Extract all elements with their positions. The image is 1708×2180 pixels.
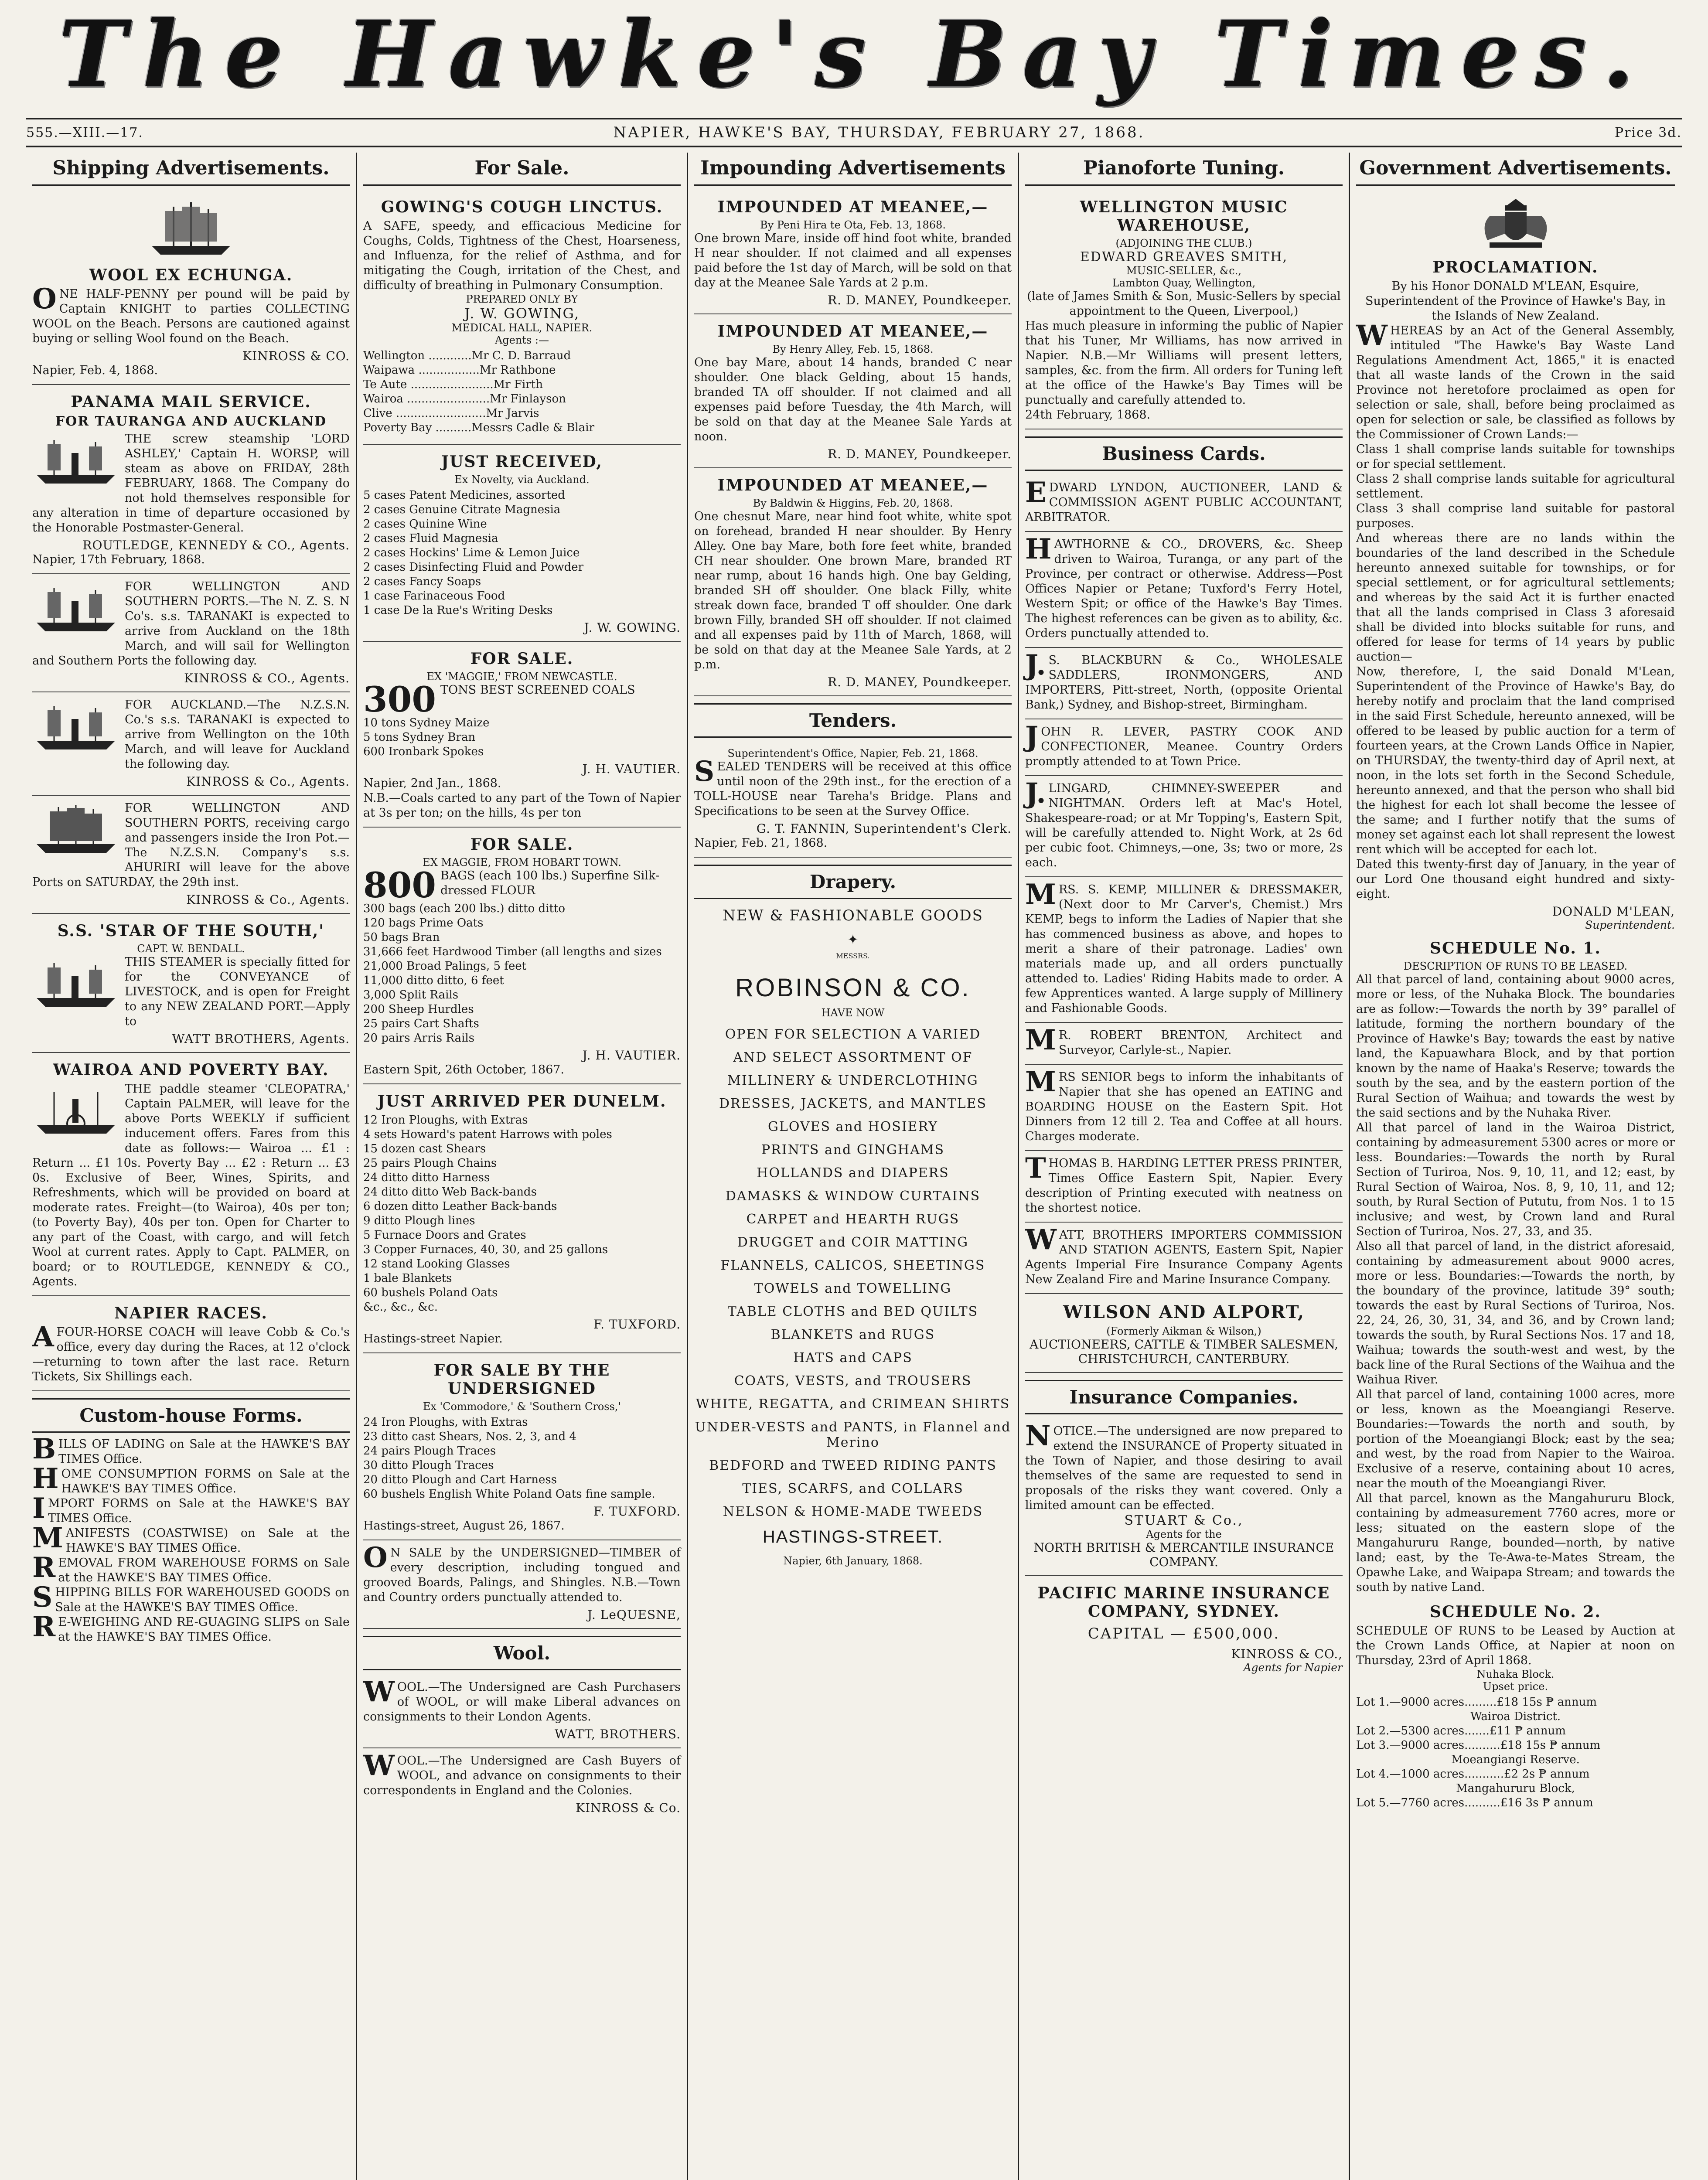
ad-title: FOR SALE BY THE UNDERSIGNED xyxy=(433,1361,610,1398)
list-item: 24 Iron Ploughs, with Extras xyxy=(363,1416,528,1429)
list-item: 1 case De la Rue's Writing Desks xyxy=(363,604,553,617)
list-item: 200 Sheep Hurdles xyxy=(363,1003,474,1016)
list-item: 2 cases Hockins' Lime & Lemon Juice xyxy=(363,546,580,559)
price: Price 3d. xyxy=(1614,125,1682,140)
ad-dunelm xyxy=(363,1084,681,1353)
list-item: 3 Copper Furnaces, 40, 30, and 25 gallons xyxy=(363,1243,608,1256)
drapery-item: GLOVES and HOSIERY xyxy=(767,1119,938,1134)
section-header-insurance: Insurance Companies. xyxy=(1025,1380,1343,1414)
lot-district: Mangahururu Block, xyxy=(1456,1782,1575,1795)
ad-by: By Peni Hira te Ota, Feb. 13, 1868. xyxy=(760,219,946,231)
schedule1-item: All that parcel, known as the Mangahururu Block, containing by admeasurement 7760 acres, more or less; situated on the eastern slope of the Mangahururu Range, bounded—north, by native land; east, by the Te-Awa-te-Mates Stream, the Opawhe Lake, and Waipapa Stream; and towards the south by native Land. xyxy=(1356,1492,1675,1594)
drapery-messrs: MESSRS. xyxy=(836,952,870,960)
card-harding xyxy=(1025,1151,1343,1223)
list-item: 5 Furnace Doors and Grates xyxy=(363,1229,526,1242)
ad-sign: WATT, BROTHERS. xyxy=(555,1727,681,1741)
agents-label: Agents :— xyxy=(494,334,549,346)
schedule2-title: SCHEDULE No. 2. xyxy=(1430,1603,1601,1621)
drapery-assort: AND SELECT ASSORTMENT OF xyxy=(733,1050,973,1065)
list-item: 5 cases Patent Medicines, assorted xyxy=(363,489,565,502)
steamship-icon xyxy=(32,957,119,1013)
column-header: Pianoforte Tuning. xyxy=(1025,153,1343,186)
lot-district: Moeangiangi Reserve. xyxy=(1451,1753,1580,1766)
ad-date: 24th February, 1868. xyxy=(1025,408,1151,422)
ad-agents: Agents for the xyxy=(1146,1528,1222,1540)
list-item: 5 tons Sydney Bran xyxy=(363,731,476,744)
ad-title: IMPOUNDED AT MEANEE,— xyxy=(717,322,989,341)
drapery-item: DRESSES, JACKETS, and MANTLES xyxy=(719,1096,987,1111)
ad-taranaki-auckland xyxy=(32,692,350,796)
ad-body: WOOL.—The Undersigned are Cash Purchasers of WOOL, or will make Liberal advances on consignments to their London Agents. xyxy=(363,1676,681,1724)
agent-line: Waipawa .................Mr Rathbone xyxy=(363,364,556,377)
ad-body: AFOUR-HORSE COACH will leave Cobb & Co.'s office, every day during the Races, at 12 o'clock—returning to town after the last race. Return Tickets, Six Shillings each. xyxy=(32,1321,350,1383)
ad-pacific-marine xyxy=(1025,1576,1343,1680)
lot-line: Lot 5.—7760 acres..........£16 3s ₱ annum xyxy=(1356,1796,1593,1809)
ad-flour xyxy=(363,828,681,1084)
list-item: 3,000 Split Rails xyxy=(363,988,459,1001)
card-body: JOHN R. LEVER, PASTRY COOK AND CONFECTIONER, Meanee. Country Orders promptly attended to at Town Price. xyxy=(1025,720,1343,768)
card-body: J.LINGARD, CHIMNEY-SWEEPER and NIGHTMAN. Orders left at Mac's Hotel, Shakespeare-road; or at Mr Topping's, Eastern Spit, will be carefully attended to. Night Work, at 2s 6d per cubic foot. Chimneys,—one, 3s; two or more, 2s each. xyxy=(1025,777,1343,869)
ad-body: ON SALE by the UNDERSIGNED—TIMBER of every description, including tongued and grooved Boards, Palings, and Shingles. N.B.—Town and Country orders punctually attended to. xyxy=(363,1541,681,1604)
column-header: Impounding Advertisements xyxy=(694,153,1012,186)
card-body: WATT, BROTHERS IMPORTERS COMMISSION AND STATION AGENTS, Eastern Spit, Napier Agents Imperial Fire Insurance Company Agents New Zealand Fire and Marine Insurance Company. xyxy=(1025,1223,1343,1286)
list-item: 9 ditto Plough lines xyxy=(363,1214,475,1227)
card-blackburn xyxy=(1025,648,1343,719)
ad-title: S.S. 'STAR OF THE SOUTH,' xyxy=(57,922,325,940)
column-header: For Sale. xyxy=(363,153,681,186)
drapery-item: TIES, SCARFS, and COLLARS xyxy=(742,1481,964,1496)
column-shipping xyxy=(26,153,357,2180)
customs-form-6: SHIPPING BILLS FOR WAREHOUSED GOODS on Sale at the HAWKE'S BAY TIMES Office. xyxy=(32,1581,350,1614)
drapery-item: CARPET and HEARTH RUGS xyxy=(746,1212,960,1227)
list-item: 25 pairs Cart Shafts xyxy=(363,1017,479,1030)
ad-impound-2 xyxy=(694,314,1012,468)
ad-body: One chesnut Mare, near hind foot white, white spot on forehead, branded H near shoulder. By Henry Alley. One bay Mare, both fore feet white, branded CH near shoulder. One brown Mare, branded RT near rump, about 16 hands high. One bay Gelding, branded SH off shoulder. One black Filly, white streak down face, branded T off shoulder. One dark brown Filly, branded SH off shoulder. If not claimed and all expenses paid by 11th of March, 1868, will be sold on that day at the Meanee Sale Yards, at 2 p.m. xyxy=(694,510,1012,671)
proclamation-paragraph: Now, therefore, I, the said Donald M'Lean, Superintendent of the Province of Hawke's Bay, do hereby notify and proclaim that the land comprised in the said First Schedule, hereunto annexed, will be offered to be leased by public auction for a term of fourteen years, at the Crown Lands Office in Napier, on THURSDAY, the twenty-third day of April next, at noon, in the lots set forth in the Second Schedule, hereunto annexed, and that the person who shall bid the highest for each lot shall become the lessee of the same; and I further notify that the sums of money set against each lot shall represent the lowest rent which will be accepted for each lot. xyxy=(1356,665,1675,856)
ship-icon xyxy=(139,198,243,263)
schedule1-subtitle: DESCRIPTION OF RUNS TO BE LEASED. xyxy=(1403,960,1628,972)
agent-line: Te Aute .......................Mr Firth xyxy=(363,378,543,391)
drapery-item: TABLE CLOTHS and BED QUILTS xyxy=(727,1304,978,1319)
ad-sign: KINROSS & CO. xyxy=(242,349,350,363)
column-impounding xyxy=(688,153,1019,2180)
ad-sign: G. T. FANNIN, Superintendent's Clerk. xyxy=(756,821,1012,836)
drapery-date: Napier, 6th January, 1868. xyxy=(783,1555,923,1567)
ad-dateline: Superintendent's Office, Napier, Feb. 21, 1868. xyxy=(727,747,978,760)
drapery-item: BLANKETS and RUGS xyxy=(770,1327,935,1342)
lot-line: Lot 2.—5300 acres.......£11 ₱ annum xyxy=(1356,1724,1566,1737)
ad-body: THIS STEAMER is specially fitted for for the CONVEYANCE of LIVESTOCK, and is open for Freight to any NEW ZEALAND PORT.—Apply to xyxy=(125,955,350,1028)
maker-name: J. W. GOWING, xyxy=(464,305,580,322)
list-item: 2 cases Fluid Magnesia xyxy=(363,532,498,545)
lot-line: Lot 3.—9000 acres..........£18 15s ₱ annum xyxy=(1356,1739,1601,1752)
list-item: 31,666 feet Hardwood Timber (all lengths and sizes xyxy=(363,945,662,958)
ad-sign: KINROSS & Co., Agents. xyxy=(186,774,350,789)
ad-sign: KINROSS & CO., Agents. xyxy=(184,671,350,685)
list-item: 25 pairs Plough Chains xyxy=(363,1157,497,1170)
newspaper-title: The Hawke's Bay Times. xyxy=(58,0,1650,108)
ad-subtitle: CAPT. W. BENDALL. xyxy=(137,943,245,955)
list-item: 12 Iron Ploughs, with Extras xyxy=(363,1114,528,1127)
drapery-street: HASTINGS-STREET. xyxy=(762,1527,944,1546)
ad-company: NORTH BRITISH & MERCANTILE INSURANCE COMPANY. xyxy=(1033,1540,1334,1569)
list-item: 23 ditto cast Shears, Nos. 2, 3, and 4 xyxy=(363,1430,577,1443)
list-item: &c., &c., &c. xyxy=(363,1301,438,1314)
ad-title: JUST RECEIVED, xyxy=(441,453,603,471)
ad-title: PACIFIC MARINE INSURANCE COMPANY, SYDNEY. xyxy=(1037,1584,1330,1621)
drapery-item: COATS, VESTS, and TROUSERS xyxy=(734,1373,972,1389)
list-item: 300 bags (each 200 lbs.) ditto ditto xyxy=(363,902,566,915)
customs-form-3: IMPORT FORMS on Sale at the HAWKE'S BAY TIMES Office. xyxy=(32,1492,350,1525)
masthead xyxy=(0,0,1708,109)
steamship-icon xyxy=(32,433,119,490)
column-header: Government Advertisements. xyxy=(1356,153,1675,186)
ad-body: ONE HALF-PENNY per pound will be paid by Captain KNIGHT to parties COLLECTING WOOL on the Beach. Persons are cautioned against buying or selling Wool found on the Beach. xyxy=(32,283,350,345)
prepared-by: PREPARED ONLY BY xyxy=(466,293,578,305)
ad-body: FOR AUCKLAND.—The N.Z.S.N. Co.'s s.s. TARANAKI is expected to arrive from Wellington on the 10th March, and will leave for Auckland the following day. xyxy=(125,698,350,771)
ad-body: FOR WELLINGTON AND SOUTHERN PORTS.—The N. Z. S. N Co's. s.s. TARANAKI is expected to arrive from Auckland on the 18th March, and will sail for Wellington and Southern Ports the following day. xyxy=(32,580,350,668)
ad-sign: J. W. GOWING. xyxy=(584,620,681,635)
piano-late: (late of James Smith & Son, Music-Sellers by special appointment to the Queen, Liverpool,) xyxy=(1027,290,1341,318)
agent-line: Poverty Bay ..........Messrs Cadle & Blair xyxy=(363,421,595,434)
issue-number: 555.—XIII.—17. xyxy=(26,125,143,140)
lot-line: Lot 4.—1000 acres...........£2 2s ₱ annum xyxy=(1356,1768,1590,1781)
ad-subtitle: Ex 'Commodore,' & 'Southern Cross,' xyxy=(423,1400,621,1413)
ad-ahuriri xyxy=(32,796,350,914)
ad-sign: R. D. MANEY, Poundkeeper. xyxy=(827,447,1012,461)
list-item: 6 dozen ditto Leather Back-bands xyxy=(363,1200,557,1213)
schedule1-item: All that parcel of land, containing 1000 acres, more or less, known as the Moeangiangi Reserve. Boundaries:—Towards the north and south, by portion of the Moeangiangi Block; east by the sea; and west, by the road from Napier to the Wairoa. Exclusive of a reserve, containing about 10 acres, near the mouth of the Moeangiangi River. xyxy=(1356,1388,1675,1490)
ad-wilson-alport xyxy=(1025,1294,1343,1373)
card-body: MR. ROBERT BRENTON, Architect and Surveyor, Carlyle-st., Napier. xyxy=(1025,1024,1343,1057)
ad-title: NAPIER RACES. xyxy=(114,1304,268,1322)
section-header-tenders: Tenders. xyxy=(694,703,1012,738)
ad-body: FOR WELLINGTON AND SOUTHERN PORTS, receiving cargo and passengers inside the Iron Pot.—The N.Z.S.N. Company's s.s. AHURIRI will leave for the above Ports on SATURDAY, the 29th inst. xyxy=(32,801,350,889)
ad-sign: J. LeQUESNE, xyxy=(587,1608,681,1622)
card-brenton xyxy=(1025,1023,1343,1065)
royal-coat-of-arms-icon xyxy=(1463,190,1568,255)
ad-sign: F. TUXFORD. xyxy=(593,1504,681,1519)
drapery-item: NELSON & HOME-MADE TWEEDS xyxy=(723,1504,983,1519)
ad-body: WOOL.—The Undersigned are Cash Buyers of WOOL, and advance on consignments to their correspondents in England and the Colonies. xyxy=(363,1749,681,1797)
list-item: 60 bushels English White Poland Oats fine sample. xyxy=(363,1488,655,1501)
ad-sign: F. TUXFORD. xyxy=(593,1317,681,1332)
ad-note: N.B.—Coals carted to any part of the Town of Napier at 3s per ton; on the hills, 4s per ton xyxy=(363,791,681,820)
section-header-drapery: Drapery. xyxy=(694,865,1012,899)
coals-headline xyxy=(363,679,681,720)
ad-date: Napier, Feb. 21, 1868. xyxy=(694,836,828,850)
ad-for-sale-undersigned xyxy=(363,1353,681,1540)
column-header: Shipping Advertisements. xyxy=(32,153,350,186)
list-item: 20 ditto Plough and Cart Harness xyxy=(363,1473,557,1486)
drapery-item: DRUGGET and COIR MATTING xyxy=(737,1235,969,1250)
flour-headline xyxy=(363,865,681,906)
steamship-icon xyxy=(32,581,119,638)
steamship-icon xyxy=(32,699,119,756)
ad-sign: R. D. MANEY, Poundkeeper. xyxy=(827,293,1012,307)
pacific-capital: CAPITAL — £500,000. xyxy=(1088,1625,1280,1642)
ad-star-of-the-south xyxy=(32,914,350,1053)
ad-body: A SAFE, speedy, and efficacious Medicine for Coughs, Colds, Tightness of the Chest, Hoarseness, and Influenza, for the relief of Asthma, and for mitigating the Cough, irritation of the Chest, and difficulty of breathing in Pulmonary Consumption. xyxy=(363,219,681,292)
lot-district: Wairoa District. xyxy=(1470,1710,1561,1723)
schedule1-item: All that parcel of land in the Wairoa District, containing by admeasurement 5300 acres or more or less. Boundaries:—Towards the north by Rural Section of Turiroa, Nos. 9, 10, 11, and 12; east, by Rural Section of Wairoa, Nos. 8, 9, 10, 11, and 12; south, by Rural Section of Pututu, from Nos. 1 to 15 inclusive; and west, by Crown land and Rural Section of Turiroa, Nos. 27, 33, and 35. xyxy=(1356,1121,1675,1238)
ad-wellington-music xyxy=(1025,190,1343,429)
list-item: 30 ditto Plough Traces xyxy=(363,1459,494,1472)
ad-tender-tollhouse xyxy=(694,742,1012,858)
flour-description: BAGS (each 100 lbs.) Superfine Silk-dressed FLOUR xyxy=(440,869,660,897)
ad-by: By Baldwin & Higgins, Feb. 20, 1868. xyxy=(753,497,953,509)
ad-title: FOR SALE. xyxy=(470,835,574,854)
ad-insurance-stuart xyxy=(1025,1419,1343,1576)
ad-coals xyxy=(363,642,681,828)
ad-body: THE paddle steamer 'CLEOPATRA,' Captain PALMER, will leave for the above Ports WEEKLY if sufficient inducement offers. Fares from this date as follows:— Wairoa ... £1 : Return ... £1 10s. Poverty Bay ... £2 : Return ... £3 0s. Exclusive of Beer, Wines, Spirits, and Refreshments, which will be provided on board at moderate rates. Freight—(to Wairoa), 40s per ton; (to Poverty Bay), 40s per ton. Open for Charter to any part of the Coast, with cargo, and will fetch Wool at current rates. Apply to Capt. PALMER, on board; or to ROUTLEDGE, KENNEDY & CO., Agents. xyxy=(32,1082,350,1288)
ad-subtitle: (Formerly Aikman & Wilson,) xyxy=(1106,1325,1261,1337)
list-item: 24 ditto ditto Harness xyxy=(363,1171,490,1184)
ad-title: WILSON AND ALPORT, xyxy=(1063,1302,1305,1322)
drapery-have-now: HAVE NOW xyxy=(821,1007,885,1019)
schedule1-item: All that parcel of land, containing about 9000 acres, more or less, of the Nuhaka Block. The boundaries are as follow:—Towards the north by 39° parallel of latitude, forming the northern boundary of the Province of Hawke's Bay; towards the east by native land, the Kapuawhara Block, and by that portion known by the name of Haaka's Reserve; towards the south by the sea, and by the eastern portion of the Rural Section of Waihua; and towards the west by the said sections and by the Nuhaka River. xyxy=(1356,973,1675,1120)
drapery-item: HOLLANDS and DIAPERS xyxy=(757,1165,949,1181)
ad-subtitle: (ADJOINING THE CLUB.) xyxy=(1115,237,1252,249)
ad-title: GOWING'S COUGH LINCTUS. xyxy=(381,198,663,216)
drapery-item: FLANNELS, CALICOS, SHEETINGS xyxy=(720,1258,985,1273)
drapery-item: TOWELS and TOWELLING xyxy=(754,1281,952,1296)
ad-sign: KINROSS & Co. xyxy=(576,1801,681,1815)
drapery-item: BEDFORD and TWEED RIDING PANTS xyxy=(709,1458,997,1473)
ad-robinson-drapery xyxy=(694,907,1012,1567)
drapery-item: DAMASKS & WINDOW CURTAINS xyxy=(725,1189,981,1204)
columns xyxy=(26,153,1682,2180)
paddle-steamer-icon xyxy=(32,1083,119,1140)
coals-description: TONS BEST SCREENED COALS xyxy=(440,683,635,697)
proclamation-paragraph: Dated this twenty-first day of January, in the year of our Lord One thousand eight hundred and sixty-eight. xyxy=(1356,858,1675,901)
ad-date: Napier, Feb. 4, 1868. xyxy=(32,364,158,377)
sailing-ship-icon xyxy=(32,803,119,859)
ad-cleopatra xyxy=(32,1053,350,1296)
list-item: 1 case Farinaceous Food xyxy=(363,589,505,603)
ad-sign: J. H. VAUTIER. xyxy=(582,762,681,776)
list-item: 600 Ironbark Spokes xyxy=(363,745,484,758)
proclamation-paragraph: Class 1 shall comprise lands suitable for townships or for special settlement. xyxy=(1356,443,1675,471)
customs-form-5: REMOVAL FROM WAREHOUSE FORMS on Sale at the HAWKE'S BAY TIMES Office. xyxy=(32,1551,350,1584)
ad-title: WOOL EX ECHUNGA. xyxy=(89,266,293,284)
ad-sign: R. D. MANEY, Poundkeeper. xyxy=(827,675,1012,689)
proclamation-title: PROCLAMATION. xyxy=(1432,258,1599,276)
list-item: 11,000 ditto ditto, 6 feet xyxy=(363,974,504,987)
proclamation-paragraph: Class 2 shall comprise lands suitable for agricultural settlement. xyxy=(1356,472,1675,501)
list-item: 120 bags Prime Oats xyxy=(363,916,484,930)
ad-body: One brown Mare, inside off hind foot white, branded H near shoulder. If not claimed and all expenses paid before the 1st day of March, will be sold on that day at the Meanee Sale Yards at 2 p.m. xyxy=(694,232,1012,290)
coals-quantity: 300 xyxy=(363,679,436,720)
drapery-open: OPEN FOR SELECTION A VARIED xyxy=(725,1027,981,1042)
ad-wool-watt xyxy=(363,1675,681,1748)
proclamation-paragraph: Class 3 shall comprise land suitable for pastoral purposes. xyxy=(1356,502,1675,530)
ad-sign: WATT BROTHERS, Agents. xyxy=(172,1032,350,1046)
card-body: THOMAS B. HARDING LETTER PRESS PRINTER, Times Office Eastern Spit, Napier. Every description of Printing executed with neatness on the shortest notice. xyxy=(1025,1152,1343,1215)
card-body: MRS SENIOR begs to inform the inhabitants of Napier that she has opened an EATING and BOARDING HOUSE on the Eastern Spit. Hot Dinners from 12 till 2. Tea and Coffee at all hours. Charges moderate. xyxy=(1025,1066,1343,1143)
customs-form-1: BILLS OF LADING on Sale at the HAWKE'S BAY TIMES Office. xyxy=(32,1433,350,1466)
ornament-icon: ✦ xyxy=(847,932,859,947)
flour-quantity: 800 xyxy=(363,865,436,906)
ad-sign: STUART & Co., xyxy=(1124,1513,1244,1528)
card-lever xyxy=(1025,719,1343,776)
card-watt xyxy=(1025,1223,1343,1294)
wilson-place: CHRISTCHURCH, CANTERBURY. xyxy=(1078,1352,1290,1366)
ad-body: SEALED TENDERS will be received at this office until noon of the 29th inst., for the erection of a TOLL-HOUSE near Tareha's Bridge. Plans and Specifications to be seen at the Survey Office. xyxy=(694,755,1012,818)
proclamation-paragraph: And whereas there are no lands within the boundaries of the land described in the Schedule hereunto annexed suitable for townships, or for special settlement, or for agricultural settlements; and whereas by the said Act it is further enacted that all the lands comprised in Class 3 aforesaid shall be divided into blocks suitable for runs, and offered for lease for terms of 14 years by public auction— xyxy=(1356,531,1675,664)
column-for-sale xyxy=(357,153,688,2180)
list-item: 21,000 Broad Palings, 5 feet xyxy=(363,960,527,973)
ad-title: FOR SALE. xyxy=(470,650,574,668)
ad-signsub: Agents for Napier xyxy=(1243,1661,1343,1674)
card-kemp xyxy=(1025,877,1343,1023)
drapery-headline: NEW & FASHIONABLE GOODS xyxy=(723,907,983,924)
list-item: 4 sets Howard's patent Harrows with poles xyxy=(363,1128,612,1141)
piano-trade: MUSIC-SELLER, &c., xyxy=(1126,265,1241,277)
proclamation-signsub: Superintendent. xyxy=(1585,919,1675,931)
ad-title: PANAMA MAIL SERVICE. xyxy=(71,393,311,411)
card-body: J.S. BLACKBURN & Co., WHOLESALE SADDLERS, IRONMONGERS, AND IMPORTERS, Pitt-street, North, (opposite Oriental Bank,) Sydney, and Bishop-street, Birmingham. xyxy=(1025,649,1343,712)
piano-name: EDWARD GREAVES SMITH, xyxy=(1080,249,1288,265)
agent-line: Wairoa .......................Mr Finlayson xyxy=(363,392,566,405)
drapery-brand: ROBINSON & CO. xyxy=(735,974,971,1002)
ad-subtitle: EX MAGGIE, FROM HOBART TOWN. xyxy=(423,856,621,869)
customs-form-7: RE-WEIGHING AND RE-GUAGING SLIPS on Sale at the HAWKE'S BAY TIMES Office. xyxy=(32,1611,350,1644)
piano-address: Lambton Quay, Wellington, xyxy=(1112,277,1256,289)
proclamation-paragraph: WHEREAS by an Act of the General Assembly, intituled "The Hawke's Bay Waste Land Regulations Amendment Act, 1865," it is enacted that all waste lands of the Crown in the said Province not heretofore proclaimed as open for selection or sale, shall, before being proclaimed as open for selection or sale, be classified as follows by the Commissioner of Crown Lands:— xyxy=(1356,319,1675,441)
ad-date: Napier, 2nd Jan., 1868. xyxy=(363,777,501,790)
section-header-customs: Custom-house Forms. xyxy=(32,1398,350,1433)
drapery-item: UNDER-VESTS and PANTS, in Flannel and Merino xyxy=(695,1420,1011,1450)
ad-body: NOTICE.—The undersigned are now prepared to extend the INSURANCE of Property situated in the Town of Napier, and those desiring to avail themselves of the same are requested to send in proposals of the risks they want covered. Only a limited amount can be effected. xyxy=(1025,1420,1343,1512)
ad-impound-3 xyxy=(694,468,1012,696)
list-item: 24 ditto ditto Web Back-bands xyxy=(363,1185,537,1199)
schedule2-block: Nuhaka Block. xyxy=(1476,1668,1555,1680)
list-item: 24 pairs Plough Traces xyxy=(363,1444,496,1458)
ad-panama-mail xyxy=(32,385,350,574)
column-government xyxy=(1350,153,1681,2180)
proclamation-sign: DONALD M'LEAN, xyxy=(1552,904,1675,919)
ad-title: IMPOUNDED AT MEANEE,— xyxy=(717,198,989,216)
maker-address: MEDICAL HALL, NAPIER. xyxy=(451,322,593,334)
ad-subtitle: EX 'MAGGIE,' FROM NEWCASTLE. xyxy=(426,671,617,683)
ad-date: Hastings-street Napier. xyxy=(363,1332,503,1345)
schedule1-item: Also all that parcel of land, in the district aforesaid, containing by admeasurement about 9000 acres, more or less. Boundaries:—Towards the north, by the boundary of the province, latitude 39° south; towards the east by Rural Sections of Turiroa, Nos. 22, 24, 26, 30, 31, 34, and 36, and by Crown land; towards the south, by Rural Sections Nos. 17 and 18, Waihua; towards the south-west and west, by the back line of the Rural Sections of the Waihua and the Waihua River. xyxy=(1356,1240,1675,1386)
card-lyndon xyxy=(1025,475,1343,532)
dateline xyxy=(26,118,1682,147)
list-item: 50 bags Bran xyxy=(363,931,440,944)
ad-body: Has much pleasure in informing the public of Napier that his Tuner, Mr Williams, has now arrived in Napier. N.B.—Mr Williams will present letters, samples, &c. from the firm. All orders for Tuning left at the office of the Hawke's Bay Times will be punctually and carefully attended to. xyxy=(1025,319,1343,407)
ad-subtitle: FOR TAURANGA AND AUCKLAND xyxy=(55,414,327,429)
ad-date: Napier, 17th February, 1868. xyxy=(32,553,205,566)
ad-body: THE screw steamship 'LORD ASHLEY,' Captain H. WORSP, will steam as above on FRIDAY, 28th FEBRUARY, 1868. The Company do not hold themselves responsible for any alteration in time of departure occasioned by the Honorable Postmaster-General. xyxy=(32,432,350,535)
ad-napier-races xyxy=(32,1296,350,1391)
agent-line: Clive .........................Mr Jarvis xyxy=(363,407,539,420)
ad-gowing-linctus xyxy=(363,190,681,445)
ad-wool-ex-echunga xyxy=(32,190,350,385)
wilson-trade: AUCTIONEERS, CATTLE & TIMBER SALESMEN, xyxy=(1030,1337,1338,1352)
column-piano-business xyxy=(1019,153,1350,2180)
card-body: HAWTHORNE & CO., DROVERS, &c. Sheep driven to Wairoa, Turanga, or any part of the Province, per contract or otherwise. Address—Post Offices Napier or Petane; Tuxford's Ferry Hotel, Western Spit; or office of the Hawke's Bay Times. The highest references can be given as to ability, &c. Orders punctually attended to. xyxy=(1025,533,1343,640)
ad-sign: KINROSS & Co., Agents. xyxy=(186,892,350,907)
ad-title: IMPOUNDED AT MEANEE,— xyxy=(717,476,989,494)
card-hawthorne xyxy=(1025,532,1343,648)
ad-title: WAIROA AND POVERTY BAY. xyxy=(53,1061,329,1079)
ad-wool-kinross xyxy=(363,1748,681,1821)
card-body: EDWARD LYNDON, AUCTIONEER, LAND & COMMISSION AGENT PUBLIC ACCOUNTANT, ARBITRATOR. xyxy=(1025,476,1343,524)
list-item: 2 cases Fancy Soaps xyxy=(363,575,481,588)
list-item: 15 dozen cast Shears xyxy=(363,1142,486,1155)
card-lingard xyxy=(1025,776,1343,877)
ad-timber xyxy=(363,1540,681,1629)
customs-form-2: HOME CONSUMPTION FORMS on Sale at the HAWKE'S BAY TIMES Office. xyxy=(32,1462,350,1495)
card-body: MRS. S. KEMP, MILLINER & DRESSMAKER, (Next door to Mr Carver's, Chemist.) Mrs KEMP, begs to inform the Ladies of Napier that she has commenced business as above, and hopes to merit a share of their patronage. Ladies' own materials made up, and all orders punctually attended to. Ladies' Riding Habits made to order. A few Apprentices wanted. A large supply of Millinery and Fashionable Goods. xyxy=(1025,878,1343,1015)
ad-taranaki-wellington xyxy=(32,574,350,692)
ad-sign: KINROSS & CO., xyxy=(1231,1647,1343,1661)
drapery-item: WHITE, REGATTA, and CRIMEAN SHIRTS xyxy=(695,1397,1010,1412)
list-item: 60 bushels Poland Oats xyxy=(363,1286,498,1299)
ad-title: JUST ARRIVED PER DUNELM. xyxy=(377,1092,667,1110)
place-date: NAPIER, HAWKE'S BAY, THURSDAY, FEBRUARY 27, 1868. xyxy=(613,124,1145,141)
ad-subtitle: Ex Novelty, via Auckland. xyxy=(454,473,590,486)
customs-form-4: MANIFESTS (COASTWISE) on Sale at the HAWKE'S BAY TIMES Office. xyxy=(32,1522,350,1555)
ad-just-received xyxy=(363,445,681,642)
ad-impound-1 xyxy=(694,190,1012,314)
schedule2-subtitle: SCHEDULE OF RUNS to be Leased by Auction at the Crown Lands Office, at Napier at noon on Thursday, 23rd of April 1868. xyxy=(1356,1624,1675,1667)
ad-body: One bay Mare, about 14 hands, branded C near shoulder. One black Gelding, about 15 hands, branded TA off shoulder. If not claimed and all expenses paid before Tuesday, the 4th March, will be sold on that day at the Meanee Sale Yards at noon. xyxy=(694,356,1012,443)
agent-line: Wellington ............Mr C. D. Barraud xyxy=(363,349,571,362)
schedule1-title: SCHEDULE No. 1. xyxy=(1430,939,1601,957)
list-item: 2 cases Genuine Citrate Magnesia xyxy=(363,503,561,516)
list-item: 20 pairs Arris Rails xyxy=(363,1032,475,1045)
list-item: 12 stand Looking Glasses xyxy=(363,1257,510,1271)
card-senior xyxy=(1025,1065,1343,1151)
section-header-business: Business Cards. xyxy=(1025,436,1343,471)
lot-line: Lot 1.—9000 acres.........£18 15s ₱ annum xyxy=(1356,1696,1597,1709)
drapery-item: HATS and CAPS xyxy=(793,1350,913,1366)
section-header-wool: Wool. xyxy=(363,1636,681,1670)
list-item: 10 tons Sydney Maize xyxy=(363,716,490,729)
list-item: 2 cases Quinine Wine xyxy=(363,518,487,531)
ad-by: By Henry Alley, Feb. 15, 1868. xyxy=(772,343,934,355)
list-item: 2 cases Disinfecting Fluid and Powder xyxy=(363,561,584,574)
drapery-item: PRINTS and GINGHAMS xyxy=(761,1142,945,1158)
list-item: 1 bale Blankets xyxy=(363,1272,452,1285)
ad-sign: ROUTLEDGE, KENNEDY & CO., Agents. xyxy=(82,538,350,552)
drapery-item: MILLINERY & UNDERCLOTHING xyxy=(727,1073,978,1088)
ad-title: WELLINGTON MUSIC WAREHOUSE, xyxy=(1080,198,1288,235)
ad-date: Hastings-street, August 26, 1867. xyxy=(363,1519,565,1533)
proclamation-intro: By his Honor DONALD M'LEAN, Esquire, Superintendent of the Province of Hawke's Bay, in the Islands of New Zealand. xyxy=(1365,279,1666,323)
ad-sign: J. H. VAUTIER. xyxy=(582,1048,681,1063)
schedule2-upset: Upset price. xyxy=(1483,1680,1548,1693)
ad-date: Eastern Spit, 26th October, 1867. xyxy=(363,1063,565,1076)
